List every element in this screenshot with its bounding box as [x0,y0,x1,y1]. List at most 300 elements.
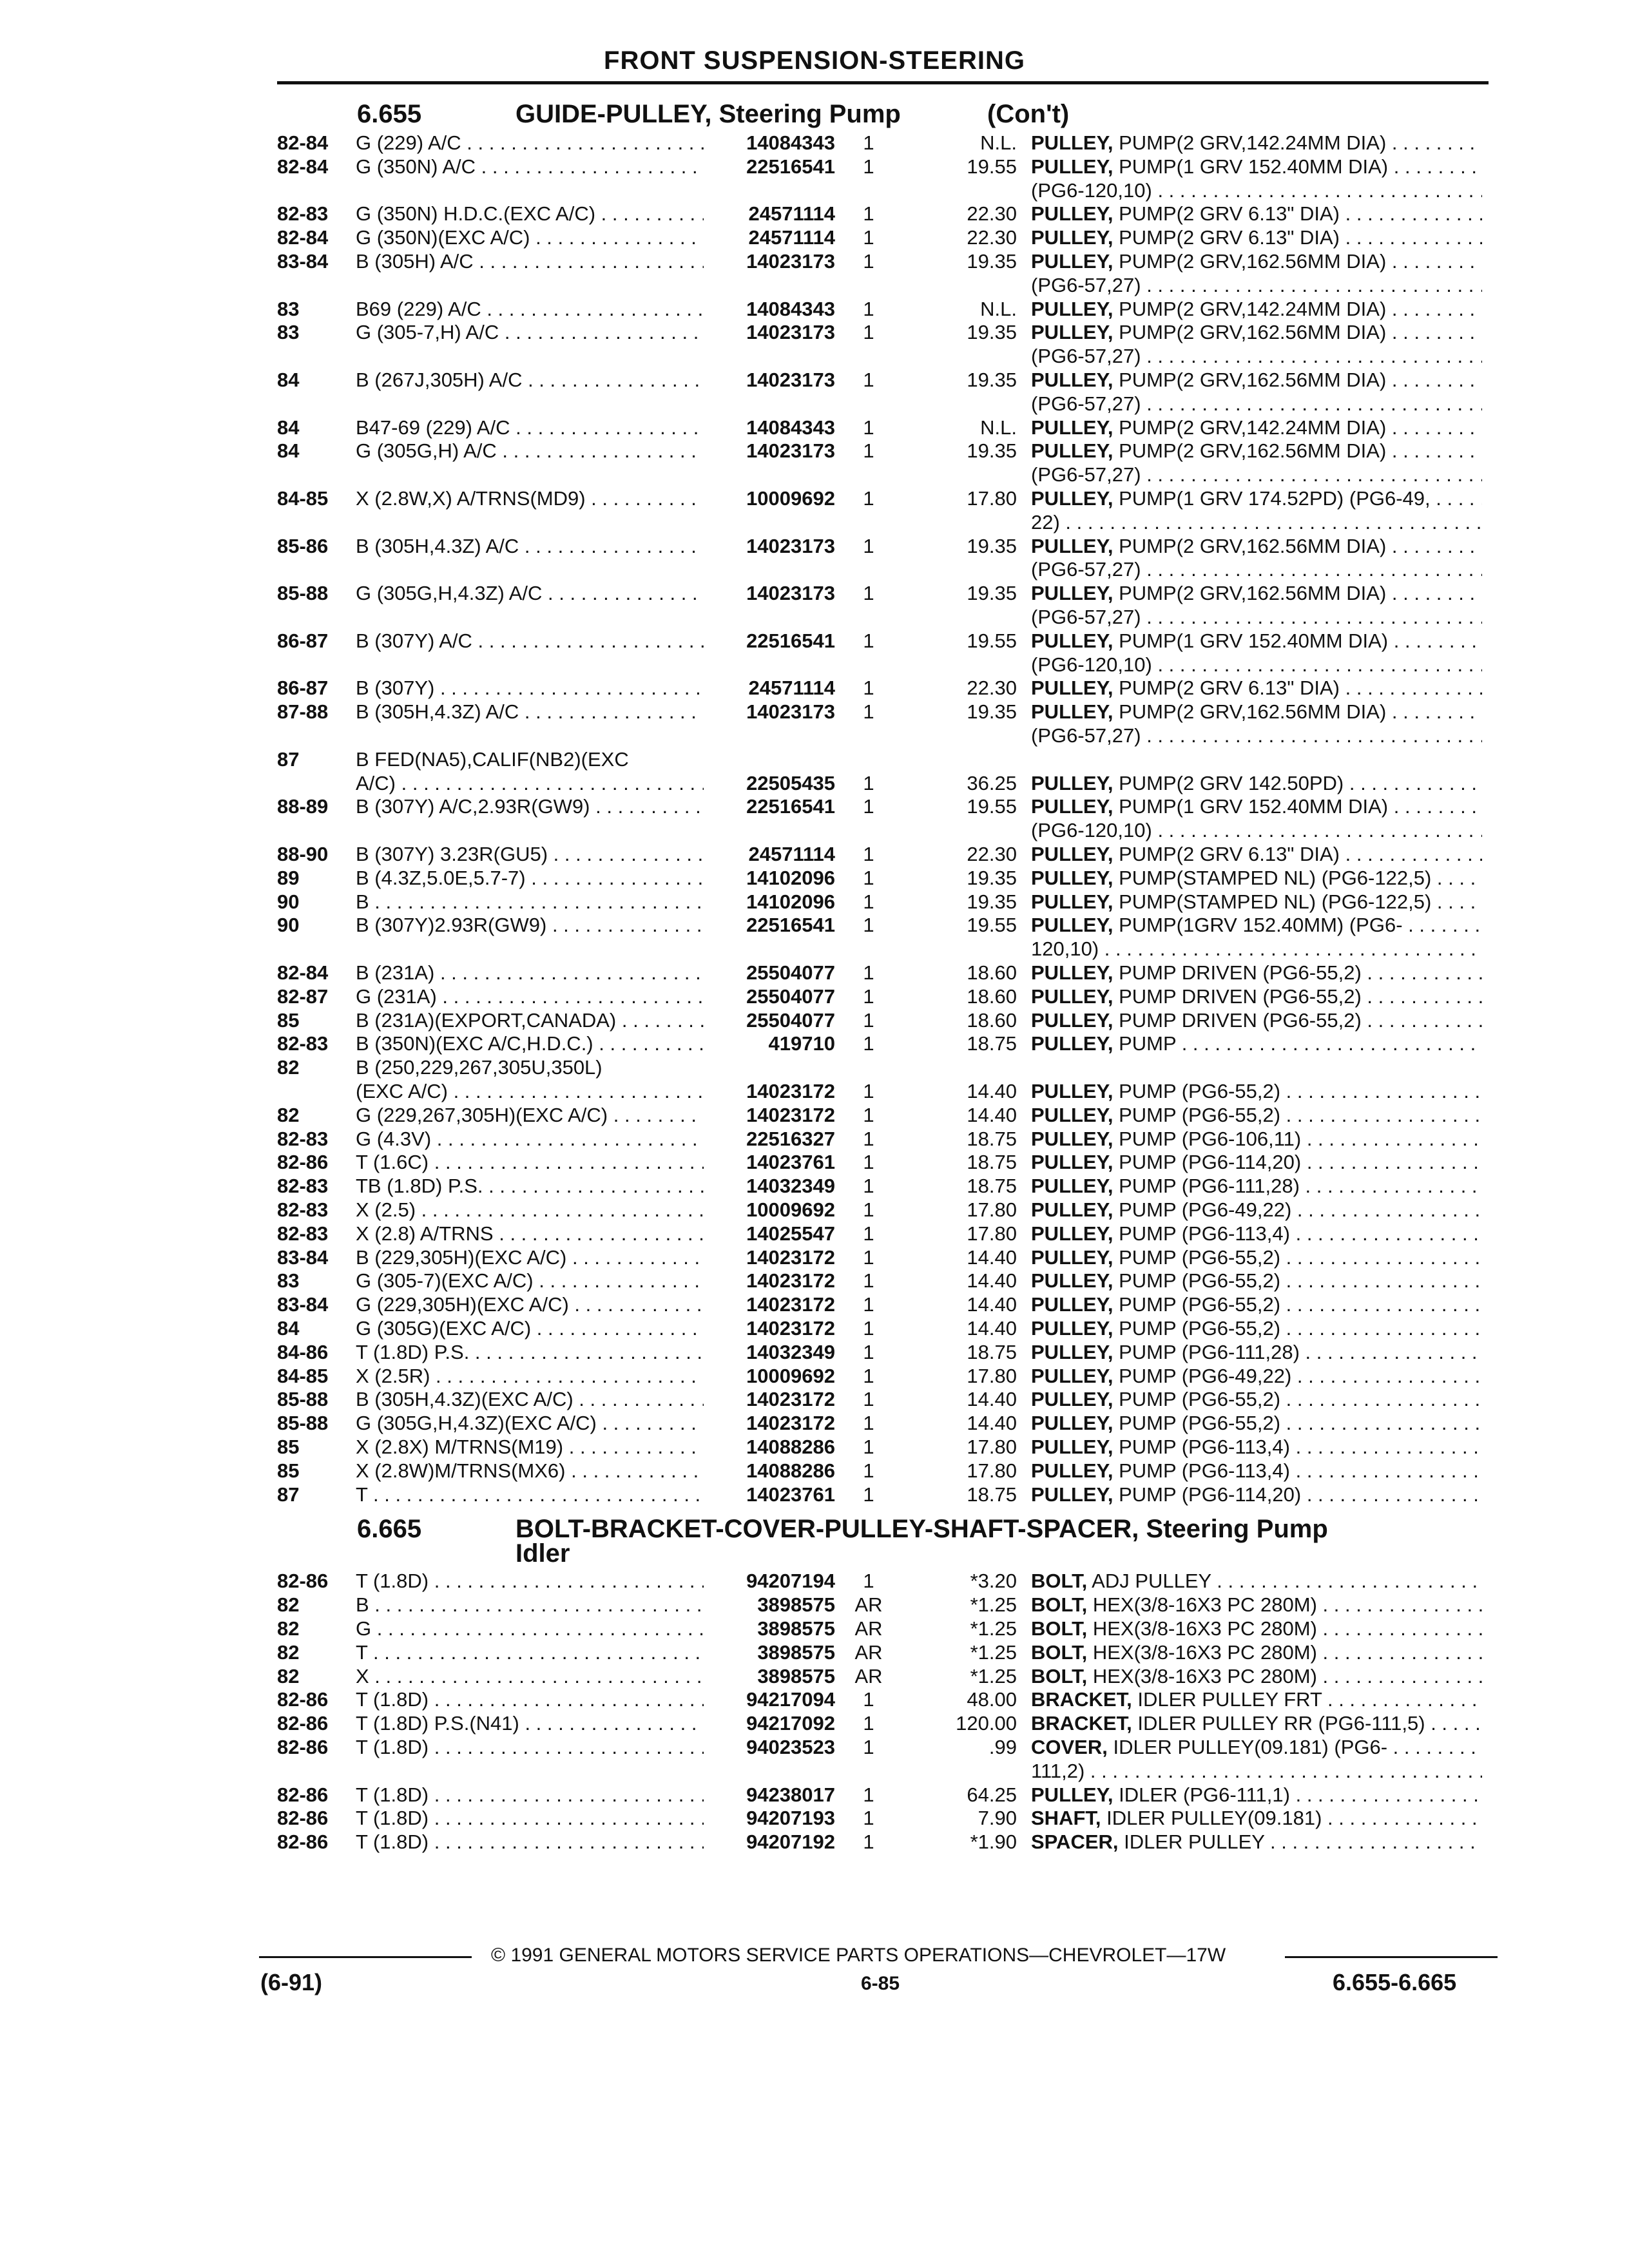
part-name-keyword: PULLEY, [1031,1436,1113,1458]
part-name [1031,1412,1482,1435]
section-title: GUIDE-PULLEY, Steering Pump [516,100,901,128]
part-name [1031,202,1482,226]
quantity: 1 [863,1483,874,1506]
quantity: 1 [863,297,874,320]
part-name-detail: PUMP(STAMPED NL) (PG6-122,5) [1113,866,1432,889]
quantity: 1 [863,1103,874,1126]
part-name [1031,724,1482,747]
part-number: 94023523 [746,1736,835,1758]
application: B (305H,4.3Z) A/C . . . [356,535,704,558]
part-number: 94238017 [746,1783,835,1806]
model-years: 88-90 [277,843,329,865]
part-name [1031,1341,1482,1364]
part-name-keyword: PULLEY, [1031,890,1113,913]
model-years: 82-86 [277,1688,329,1711]
part-name-keyword: PULLEY, [1031,866,1113,889]
part-name-keyword: PULLEY, [1031,771,1113,794]
part-number: 25504077 [746,961,835,984]
part-name [1031,392,1482,416]
application: X (2.8) A/TRNS . . . [356,1222,704,1245]
application: T (1.8D) . . . [356,1570,704,1593]
application: G (305G,H) A/C . . . [356,439,704,463]
part-name-detail: 120,10) [1031,937,1099,961]
price: 120.00 [956,1712,1017,1735]
part-name-detail: PUMP(2 GRV,162.56MM DIA) [1113,534,1387,557]
price: *1.90 [970,1831,1017,1854]
part-name [1031,843,1482,866]
part-name-detail: PUMP(2 GRV 6.13" DIA) [1113,677,1340,700]
part-name [1031,345,1482,368]
model-years: 84-85 [277,487,329,510]
part-number: 14023172 [746,1388,835,1411]
part-name-keyword: PULLEY, [1031,1127,1113,1150]
model-years: 82-86 [277,1712,329,1735]
part-name-detail: PUMP (PG6-113,4) [1113,1436,1290,1458]
part-name-detail: PUMP(2 GRV,162.56MM DIA) [1113,369,1387,391]
model-years: 82-84 [277,155,329,178]
model-years: 82-84 [277,226,329,249]
quantity: 1 [863,487,874,510]
quantity: 1 [863,1269,874,1293]
part-name-detail: IDLER PULLEY [1118,1831,1265,1854]
part-name-detail: PUMP(2 GRV 6.13" DIA) [1113,226,1340,249]
part-number: 22505435 [746,771,835,794]
quantity: 1 [863,1436,874,1458]
price: 18.75 [967,1340,1017,1363]
part-name [1031,1151,1482,1174]
application: T (1.8D) . . . [356,1831,704,1854]
model-years: 84 [277,369,300,391]
application: B (307Y) 3.23R(GU5) . . . [356,843,704,866]
part-name [1031,250,1482,273]
part-name-detail: (PG6-57,27) [1031,724,1141,747]
part-name-detail: PUMP(2 GRV,142.24MM DIA) [1113,131,1387,154]
part-name-detail: (PG6-57,27) [1031,558,1141,581]
model-years: 82-86 [277,1783,329,1806]
quantity: 1 [863,985,874,1008]
quantity: 1 [863,771,874,794]
quantity: 1 [863,1388,874,1411]
part-name-detail: PUMP(1GRV 152.40MM) (PG6- [1113,914,1403,937]
model-years: 84 [277,439,300,463]
model-years: 88-89 [277,795,329,818]
quantity: 1 [863,866,874,889]
part-name [1031,985,1482,1008]
part-name-keyword: BOLT, [1031,1570,1088,1593]
application: B (307Y)2.93R(GW9) . . . [356,914,704,937]
model-years: 85-88 [277,582,329,605]
part-name-detail: 111,2) [1031,1759,1085,1782]
application: B (305H,4.3Z) A/C . . . [356,700,704,724]
part-name-keyword: PULLEY, [1031,843,1113,865]
part-name-keyword: PULLEY, [1031,1317,1113,1340]
part-name-detail: PUMP (PG6-111,28) [1113,1175,1300,1198]
part-number: 14023173 [746,321,835,344]
price: 22.30 [967,202,1017,226]
part-name-detail: PUMP(2 GRV,162.56MM DIA) [1113,439,1387,463]
part-name-detail: (PG6-57,27) [1031,273,1141,296]
quantity: 1 [863,1807,874,1830]
part-name [1031,463,1482,486]
part-number: 14088286 [746,1459,835,1482]
part-name-detail: PUMP (PG6-114,20) [1113,1483,1302,1506]
model-years: 82-86 [277,1807,329,1830]
part-name-keyword: PULLEY, [1031,914,1113,937]
price: 19.35 [967,439,1017,463]
part-name-detail: PUMP (PG6-106,11) [1113,1127,1302,1150]
part-number: 3898575 [757,1664,835,1687]
part-name-detail: 22) [1031,510,1060,533]
part-name [1031,1807,1482,1830]
application: X (2.8X) M/TRNS(M19) . . . [356,1436,704,1459]
part-name [1031,155,1482,178]
part-name [1031,961,1482,985]
part-name [1031,274,1482,297]
part-name-keyword: PULLEY, [1031,369,1113,391]
part-number: 14023172 [746,1080,835,1102]
model-years: 83 [277,297,300,320]
part-name-detail: (PG6-120,10) [1031,178,1152,202]
footer-section-range: 6.655-6.665 [1333,1969,1457,1995]
part-name-detail: PUMP(2 GRV 6.13" DIA) [1113,843,1340,865]
part-name [1031,629,1482,653]
part-name-keyword: PULLEY, [1031,1459,1113,1482]
application: B (305H,4.3Z)(EXC A/C) . . . [356,1388,704,1411]
part-name [1031,1032,1482,1055]
part-name-keyword: PULLEY, [1031,677,1113,700]
application: B (267J,305H) A/C . . . [356,369,704,392]
price: 17.80 [967,1222,1017,1245]
part-name-detail: PUMP (PG6-49,22) [1113,1364,1292,1387]
part-name [1031,1617,1482,1640]
quantity: 1 [863,1712,874,1735]
part-name [1031,1222,1482,1245]
part-name-detail: (PG6-57,27) [1031,345,1141,368]
part-number: 22516541 [746,629,835,652]
application: X . . . [356,1665,704,1688]
part-name-detail: (PG6-57,27) [1031,606,1141,628]
part-name-keyword: PULLEY, [1031,202,1113,226]
price: 18.60 [967,1008,1017,1032]
application: G (4.3V) . . . [356,1128,704,1151]
part-name [1031,1317,1482,1340]
part-name-keyword: PULLEY, [1031,1388,1113,1411]
model-years: 90 [277,914,300,937]
application: A/C) . . . [356,772,704,795]
part-name-detail: PUMP(2 GRV,162.56MM DIA) [1113,582,1387,605]
quantity: AR [854,1617,883,1640]
price: 14.40 [967,1388,1017,1411]
part-name [1031,179,1482,202]
part-name-detail: IDLER PULLEY FRT [1132,1688,1322,1711]
part-name-detail: PUMP (PG6-113,4) [1113,1459,1290,1482]
part-number: 94217092 [746,1712,835,1735]
part-name [1031,416,1482,439]
part-name-keyword: SPACER, [1031,1831,1119,1854]
part-name-detail: IDLER PULLEY RR (PG6-111,5) [1132,1712,1425,1735]
application: B (231A)(EXPORT,CANADA) . . . [356,1009,704,1032]
application: G (229,305H)(EXC A/C) . . . [356,1293,704,1316]
part-name-keyword: PULLEY, [1031,795,1113,818]
part-name [1031,1365,1482,1388]
price: 14.40 [967,1103,1017,1126]
part-number: 14084343 [746,297,835,320]
part-name-keyword: BRACKET, [1031,1688,1132,1711]
part-name [1031,439,1482,463]
part-name-keyword: PULLEY, [1031,1364,1113,1387]
part-number: 94217094 [746,1688,835,1711]
price: *1.25 [970,1617,1017,1640]
model-years: 82-84 [277,961,329,984]
part-number: 10009692 [746,487,835,510]
application: G (350N) A/C . . . [356,155,704,178]
part-name [1031,1198,1482,1222]
part-name-keyword: PULLEY, [1031,1008,1113,1032]
price: 14.40 [967,1080,1017,1102]
model-years: 82-83 [277,1127,329,1150]
model-years: 85 [277,1008,300,1032]
price: 18.75 [967,1032,1017,1055]
application: G (305-7)(EXC A/C) . . . [356,1269,704,1293]
part-number: 94207194 [746,1570,835,1593]
part-name-detail: HEX(3/8-16X3 PC 280M) [1087,1617,1317,1640]
part-number: 94207192 [746,1831,835,1854]
application: B47-69 (229) A/C . . . [356,416,704,439]
section-continued-label: (Con't) [987,100,1070,128]
part-name [1031,369,1482,392]
model-years: 87 [277,1483,300,1506]
part-name-keyword: PULLEY, [1031,582,1113,605]
part-name-detail: PUMP(2 GRV 142.50PD) [1113,771,1344,794]
part-name-keyword: PULLEY, [1031,629,1113,652]
model-years: 82-86 [277,1736,329,1758]
part-name-keyword: PULLEY, [1031,1222,1113,1245]
model-years: 82 [277,1664,300,1687]
part-name [1031,1641,1482,1664]
part-name-detail: PUMP (PG6-55,2) [1113,1103,1281,1126]
part-name-detail: (PG6-57,27) [1031,463,1141,486]
part-name-keyword: PULLEY, [1031,1269,1113,1293]
price: 19.35 [967,700,1017,724]
application: G (229,267,305H)(EXC A/C) . . . [356,1104,704,1127]
application: X (2.5) . . . [356,1198,704,1222]
part-name-keyword: PULLEY, [1031,416,1113,439]
application: B . . . [356,1593,704,1617]
part-name-detail: (PG6-120,10) [1031,653,1152,676]
quantity: 1 [863,1317,874,1340]
quantity: 1 [863,321,874,344]
part-number: 22516541 [746,914,835,937]
model-years: 82-83 [277,202,329,226]
part-name-keyword: PULLEY, [1031,1483,1113,1506]
part-number: 25504077 [746,985,835,1008]
part-name-keyword: PULLEY, [1031,439,1113,463]
part-number: 14023173 [746,250,835,273]
quantity: 1 [863,1736,874,1758]
price: 18.75 [967,1127,1017,1150]
part-name [1031,890,1482,914]
part-name-detail: PUMP(2 GRV 6.13" DIA) [1113,202,1340,226]
quantity: 1 [863,1080,874,1102]
part-name [1031,1760,1482,1783]
part-name-detail: PUMP (PG6-49,22) [1113,1198,1292,1221]
part-name-detail: PUMP DRIVEN (PG6-55,2) [1113,985,1362,1008]
part-number: 24571114 [748,843,835,865]
price: 18.75 [967,1175,1017,1198]
part-name [1031,558,1482,581]
application: T (1.8D) P.S. . . . [356,1341,704,1364]
price: N.L. [980,416,1017,439]
part-number: 14025547 [746,1222,835,1245]
model-years: 85-88 [277,1388,329,1411]
part-name-keyword: BOLT, [1031,1664,1088,1687]
part-name [1031,677,1482,700]
price: 19.55 [967,795,1017,818]
quantity: 1 [863,1688,874,1711]
quantity: AR [854,1664,883,1687]
part-name [1031,1483,1482,1506]
part-name [1031,772,1482,795]
model-years: 83-84 [277,250,329,273]
price: 14.40 [967,1293,1017,1316]
part-name [1031,1246,1482,1269]
price: 17.80 [967,1364,1017,1387]
price: 14.40 [967,1269,1017,1293]
part-name-keyword: BOLT, [1031,1640,1088,1664]
part-name-keyword: PULLEY, [1031,321,1113,344]
application: T (1.8D) P.S.(N41) . . . [356,1712,704,1735]
part-name-detail: PUMP(2 GRV,142.24MM DIA) [1113,297,1387,320]
part-name-keyword: PULLEY, [1031,1032,1113,1055]
quantity: 1 [863,226,874,249]
quantity: 1 [863,1175,874,1198]
quantity: 1 [863,914,874,937]
price: 17.80 [967,487,1017,510]
price: *3.20 [970,1570,1017,1593]
part-name [1031,1269,1482,1293]
price: 19.35 [967,534,1017,557]
price: 18.75 [967,1483,1017,1506]
part-name-keyword: PULLEY, [1031,1245,1113,1269]
model-years: 82 [277,1593,300,1617]
part-name-keyword: PULLEY, [1031,1412,1113,1435]
price: 19.55 [967,629,1017,652]
part-name [1031,1736,1482,1759]
part-name-detail: PUMP DRIVEN (PG6-55,2) [1113,961,1362,984]
part-name-detail: (PG6-120,10) [1031,819,1152,842]
part-name-detail: PUMP (PG6-55,2) [1113,1388,1281,1411]
section-header [357,1515,1517,1570]
model-years: 82-86 [277,1831,329,1854]
part-name-detail: IDLER PULLEY(09.181) [1101,1807,1322,1830]
part-name [1031,867,1482,890]
part-name-detail: PUMP(1 GRV 174.52PD) (PG6-49, [1113,487,1431,510]
part-name-keyword: SHAFT, [1031,1807,1101,1830]
price: 19.35 [967,369,1017,391]
application: G (305G,H,4.3Z) A/C . . . [356,582,704,605]
part-name [1031,1570,1482,1593]
price: *1.25 [970,1664,1017,1687]
part-name-keyword: PULLEY, [1031,1293,1113,1316]
part-number: 24571114 [748,202,835,226]
part-name [1031,1593,1482,1617]
part-name-detail: PUMP (PG6-55,2) [1113,1080,1281,1102]
part-name-keyword: PULLEY, [1031,1080,1113,1102]
application: T (1.8D) . . . [356,1807,704,1830]
part-number: 24571114 [748,677,835,700]
application: T (1.6C) . . . [356,1151,704,1174]
part-name-keyword: PULLEY, [1031,1151,1113,1174]
part-number: 14023172 [746,1245,835,1269]
quantity: AR [854,1640,883,1664]
price: 48.00 [967,1688,1017,1711]
part-name-keyword: BOLT, [1031,1617,1088,1640]
model-years: 82-83 [277,1032,329,1055]
quantity: 1 [863,250,874,273]
section-number: 6.665 [357,1515,422,1544]
quantity: 1 [863,1459,874,1482]
price: 19.35 [967,250,1017,273]
part-name [1031,1009,1482,1032]
price: 17.80 [967,1198,1017,1221]
model-years: 84-86 [277,1340,329,1363]
part-number: 14023172 [746,1317,835,1340]
model-years: 82-87 [277,985,329,1008]
part-number: 25504077 [746,1008,835,1032]
part-number: 14102096 [746,866,835,889]
part-number: 10009692 [746,1198,835,1221]
quantity: 1 [863,1008,874,1032]
application: T (1.8D) . . . [356,1783,704,1807]
model-years: 82 [277,1617,300,1640]
part-name-detail: PUMP (PG6-55,2) [1113,1293,1281,1316]
part-name-keyword: PULLEY, [1031,1175,1113,1198]
part-number: 22516541 [746,795,835,818]
model-years: 87 [277,747,300,771]
part-name [1031,1831,1482,1854]
model-years: 83-84 [277,1293,329,1316]
quantity: 1 [863,890,874,913]
model-years: 82 [277,1103,300,1126]
application: T (1.8D) . . . [356,1688,704,1711]
application: B69 (229) A/C . . . [356,298,704,321]
application: B (4.3Z,5.0E,5.7-7) . . . [356,867,704,890]
price: 19.55 [967,914,1017,937]
quantity: 1 [863,795,874,818]
part-name-detail: PUMP(1 GRV 152.40MM DIA) [1113,629,1389,652]
price: 22.30 [967,843,1017,865]
section-title-continued: Idler [516,1539,570,1568]
application: G . . . [356,1617,704,1640]
section-number: 6.655 [357,100,422,128]
application: T . . . [356,1483,704,1506]
application: B (307Y) . . . [356,677,704,700]
part-name-keyword: PULLEY, [1031,961,1113,984]
part-name-detail: PUMP(2 GRV,162.56MM DIA) [1113,321,1387,344]
part-name [1031,535,1482,558]
header-rule [277,81,1489,84]
footer-rule-left [259,1956,472,1958]
part-name-detail: PUMP (PG6-114,20) [1113,1151,1302,1174]
application: B (350N)(EXC A/C,H.D.C.) . . . [356,1032,704,1055]
part-number: 14023172 [746,1103,835,1126]
part-name [1031,937,1482,961]
part-name-keyword: PULLEY, [1031,487,1113,510]
model-years: 85 [277,1436,300,1458]
model-years: 82-83 [277,1175,329,1198]
part-name [1031,1783,1482,1807]
price: 19.35 [967,866,1017,889]
